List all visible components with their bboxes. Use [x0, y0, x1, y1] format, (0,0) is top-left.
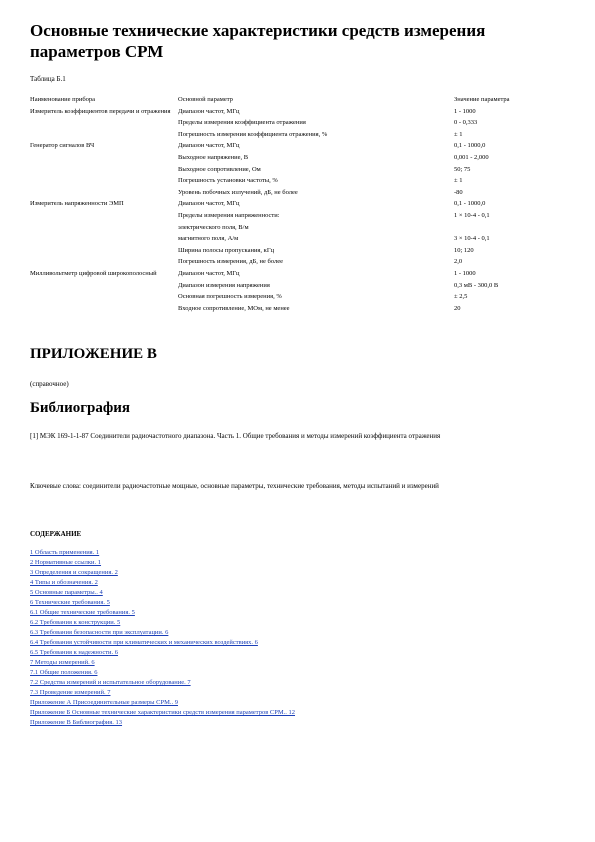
table-cell	[30, 223, 178, 235]
table-cell	[30, 211, 178, 223]
table-of-contents	[30, 548, 295, 728]
table-cell: 0,001 - 2,000	[454, 153, 489, 161]
toc-link[interactable]: 1 Область применения. 1	[30, 549, 100, 556]
toc-item	[30, 618, 295, 628]
toc-link[interactable]: 3 Определения и сокращения. 2	[30, 569, 118, 576]
keywords: Ключевые слова: соединители радиочастотные мощные, основные параметры, технические требования, методы испытаний и измерений	[30, 482, 439, 490]
table-row	[30, 176, 564, 188]
table-cell: Выходное напряжение, В	[178, 153, 249, 161]
table-row	[30, 188, 564, 200]
table-cell: ± 2,5	[454, 293, 468, 301]
bibliography-item: [1] МЭК 169-1-1-87 Соединители радиочастотного диапазона. Часть 1. Общие требования и методы измерений коэффициента отражения	[30, 432, 441, 440]
table-cell: 1 × 10-4 - 0,1	[454, 211, 490, 219]
toc-item	[30, 648, 295, 658]
toc-item	[30, 658, 295, 668]
page-title: Основные технические характеристики средств измерения параметров СРМ	[30, 21, 486, 61]
toc-link[interactable]: 7.3 Проведение измерений. 7	[30, 689, 111, 696]
specs-table	[30, 95, 564, 315]
table-cell: 50; 75	[454, 165, 471, 173]
table-header-cell: Основной параметр	[178, 96, 233, 103]
table-cell: магнитного поля, А/м	[178, 235, 239, 243]
toc-item	[30, 668, 295, 678]
table-cell	[30, 304, 178, 316]
table-cell: 3 × 10-4 - 0,1	[454, 235, 490, 243]
toc-link[interactable]: 7.1 Общие положения. 6	[30, 669, 98, 676]
table-row	[30, 269, 564, 281]
table-cell: 10; 120	[454, 246, 474, 254]
toc-link[interactable]: 5 Основные параметры.. 4	[30, 589, 103, 596]
table-caption: Таблица Б.1	[30, 75, 66, 83]
table-cell: 1 - 1000	[454, 107, 476, 115]
toc-item	[30, 718, 295, 728]
table-cell	[454, 223, 564, 235]
table-cell: -80	[454, 188, 463, 196]
table-cell: Генератор сигналов ВЧ	[30, 142, 95, 150]
toc-link[interactable]: 4 Типы и обозначения. 2	[30, 579, 98, 586]
table-row	[30, 211, 564, 223]
table-row	[30, 281, 564, 293]
toc-link[interactable]: 7 Методы измерений. 6	[30, 659, 95, 666]
table-row	[30, 165, 564, 177]
toc-item	[30, 698, 295, 708]
table-cell: 0,1 - 1000,0	[454, 142, 486, 150]
bibliography-title: Библиография	[30, 400, 131, 416]
toc-link[interactable]: 2 Нормативные ссылки. 1	[30, 559, 102, 566]
toc-item	[30, 588, 295, 598]
toc-link[interactable]: Приложение В Библиография. 13	[30, 719, 123, 726]
toc-item	[30, 598, 295, 608]
table-row	[30, 141, 564, 153]
table-row	[30, 304, 564, 316]
table-cell: Уровень побочных излучений, дБ, не более	[178, 188, 298, 196]
table-cell: 2,0	[454, 258, 463, 266]
table-cell: Пределы измерения напряженности:	[178, 211, 280, 219]
table-cell	[30, 246, 178, 258]
table-header-cell: Наименование прибора	[30, 96, 96, 103]
table-row	[30, 199, 564, 211]
table-cell	[30, 281, 178, 293]
table-cell: 0,3 мВ - 300,0 В	[454, 281, 499, 289]
table-cell	[30, 234, 178, 246]
table-cell	[30, 292, 178, 304]
toc-item	[30, 608, 295, 618]
table-cell: Милливольтметр цифровой широкополосный	[30, 269, 157, 277]
table-cell: Диапазон частот, МГц	[178, 269, 240, 277]
toc-item	[30, 548, 295, 558]
table-cell: Измеритель напряженности ЭМП	[30, 200, 124, 208]
table-cell: Погрешность установки частоты, %	[178, 177, 278, 185]
table-cell: Диапазон частот, МГц	[178, 200, 240, 208]
table-header-row	[30, 95, 564, 107]
table-row	[30, 130, 564, 142]
table-cell	[30, 176, 178, 188]
toc-item	[30, 678, 295, 688]
table-cell: 1 - 1000	[454, 269, 476, 277]
toc-heading: СОДЕРЖАНИЕ	[30, 530, 82, 538]
toc-link[interactable]: 6 Технические требования. 5	[30, 599, 110, 606]
toc-item	[30, 628, 295, 638]
table-cell	[30, 165, 178, 177]
toc-item	[30, 568, 295, 578]
table-cell: 0,1 - 1000,0	[454, 200, 486, 208]
table-cell: Погрешность измерения, дБ, не более	[178, 258, 284, 266]
toc-link[interactable]: 6.2 Требования к конструкции. 5	[30, 619, 121, 626]
table-cell	[30, 188, 178, 200]
toc-item	[30, 578, 295, 588]
toc-link[interactable]: 6.3 Требования безопасности при эксплуатации. 6	[30, 629, 169, 636]
table-cell: Основная погрешность измерения, %	[178, 293, 282, 301]
table-cell: Выходное сопротивление, Ом	[178, 165, 261, 173]
toc-link[interactable]: 6.5 Требования к надежности. 6	[30, 649, 119, 656]
appendix-note: (справочное)	[30, 380, 69, 388]
table-cell: ± 1	[454, 130, 463, 138]
table-row	[30, 223, 564, 235]
toc-item	[30, 638, 295, 648]
toc-link[interactable]: Приложение А Присоединительные размеры СРМ.. 9	[30, 699, 179, 706]
appendix-title: ПРИЛОЖЕНИЕ В	[30, 346, 157, 362]
table-cell	[30, 130, 178, 142]
table-cell	[30, 118, 178, 130]
table-header-cell: Значение параметра	[454, 96, 510, 103]
toc-link[interactable]: Приложение Б Основные технические характеристики средств измерения параметров СРМ.. 12	[30, 709, 296, 716]
table-cell: Ширина полосы пропускания, кГц	[178, 246, 275, 254]
table-cell: ± 1	[454, 177, 463, 185]
table-row	[30, 257, 564, 269]
table-row	[30, 107, 564, 119]
toc-item	[30, 708, 295, 718]
table-row	[30, 153, 564, 165]
table-cell: Входное сопротивление, МОм, не менее	[178, 304, 290, 312]
table-cell: Диапазон измерения напряжения	[178, 281, 270, 289]
table-row	[30, 118, 564, 130]
table-cell	[30, 153, 178, 165]
toc-item	[30, 688, 295, 698]
toc-link[interactable]: 6.4 Требования устойчивости при климатических и механических воздействиях. 6	[30, 639, 258, 646]
table-row	[30, 234, 564, 246]
table-cell: Погрешность измерения коэффициента отражения, %	[178, 130, 328, 138]
table-cell: Диапазон частот, МГц	[178, 107, 240, 115]
table-row	[30, 246, 564, 258]
toc-link[interactable]: 6.1 Общие технические требования. 5	[30, 609, 135, 616]
table-cell: Пределы измерения коэффициента отражения	[178, 119, 306, 127]
table-cell: Диапазон частот, МГц	[178, 142, 240, 150]
toc-item	[30, 558, 295, 568]
table-cell	[30, 257, 178, 269]
table-cell: 0 - 0,333	[454, 119, 478, 127]
table-cell: Измеритель коэффициентов передачи и отражения	[30, 107, 171, 115]
table-cell: 20	[454, 304, 461, 312]
toc-link[interactable]: 7.2 Средства измерений и испытательное оборудование. 7	[30, 679, 191, 686]
table-row	[30, 292, 564, 304]
table-cell: электрического поля, В/м	[178, 223, 249, 231]
